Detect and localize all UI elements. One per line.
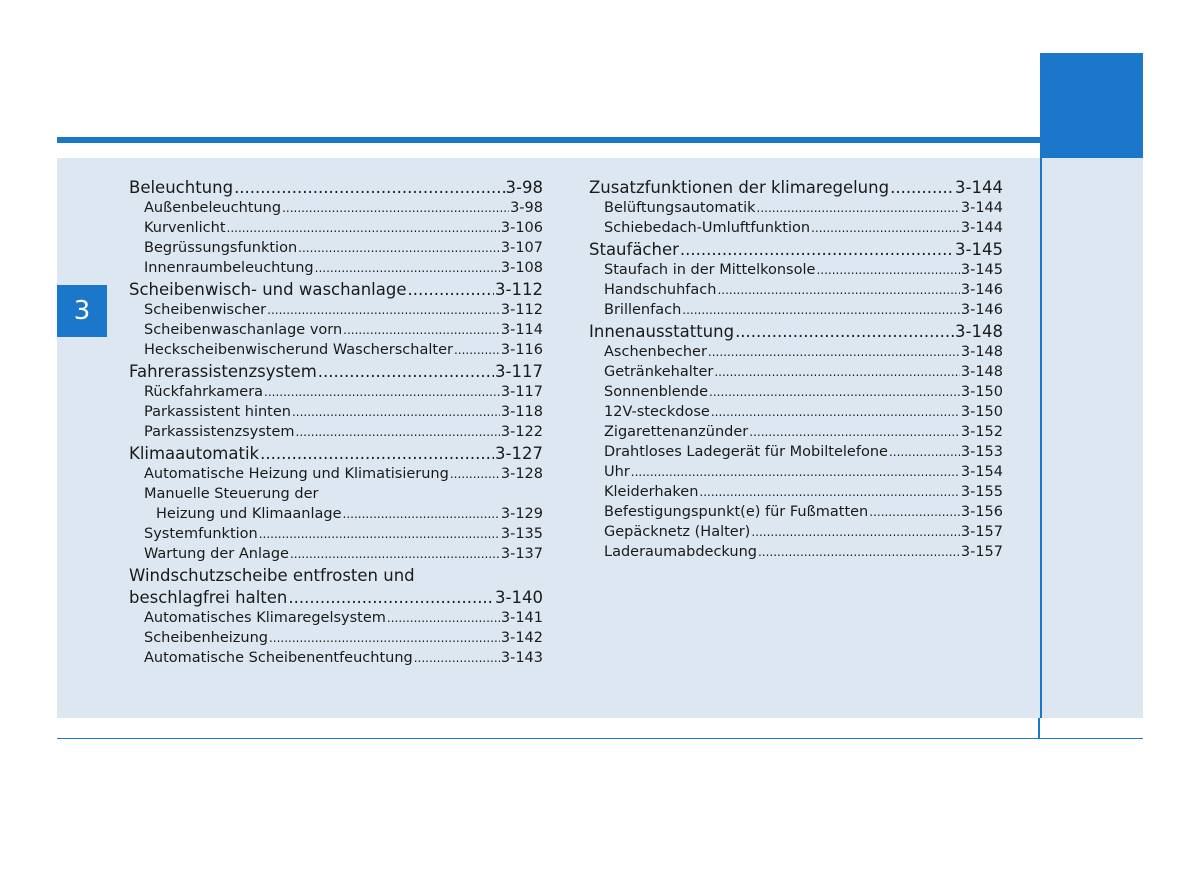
toc-entry-sonnenblende[interactable] [589, 382, 1003, 402]
chapter-corner-block [1040, 53, 1143, 158]
toc-leader [869, 502, 960, 522]
toc-page: 3-117 [495, 362, 543, 381]
toc-leader [343, 320, 500, 340]
toc-leader [450, 464, 500, 484]
toc-page: 3-98 [510, 200, 543, 216]
toc-entry-kleiderhaken[interactable] [589, 482, 1003, 502]
toc-page: 3-129 [500, 506, 543, 522]
toc-leader [631, 462, 960, 482]
toc-page: 3-112 [495, 280, 543, 299]
toc-entry-auto-heizung[interactable] [129, 464, 543, 484]
toc-label: Automatische Heizung und Klimatisierung [144, 466, 449, 482]
toc-entry-manuelle[interactable] [129, 504, 543, 524]
toc-page: 3-148 [955, 322, 1003, 341]
toc-entry-aussenbeleuchtung[interactable] [129, 198, 543, 218]
toc-label: Innenausstattung [589, 322, 735, 341]
toc-label: Handschuhfach [604, 282, 717, 298]
toc-entry-heckscheibe[interactable] [129, 340, 543, 360]
toc-label: Kleiderhaken [604, 484, 699, 500]
toc-page: 3-98 [505, 178, 543, 197]
toc-leader [288, 587, 494, 608]
toc-label: Scheibenwischer [144, 302, 267, 318]
toc-entry-steckdose[interactable] [589, 402, 1003, 422]
toc-leader [708, 342, 960, 362]
toc-entry-innenausstattung[interactable] [589, 321, 1003, 342]
toc-leader [757, 198, 960, 218]
toc-label: Staufächer [589, 240, 679, 259]
toc-label: Belüftungsautomatik [604, 200, 756, 216]
toc-page: 3-106 [500, 220, 543, 236]
toc-label: Scheibenwaschanlage vorn [144, 322, 343, 338]
toc-leader [260, 443, 494, 464]
toc-leader [816, 260, 959, 280]
toc-leader [296, 422, 500, 442]
toc-label: Sonnenblende [604, 384, 709, 400]
toc-leader [811, 218, 960, 238]
toc-page: 3-141 [500, 610, 543, 626]
toc-entry-kurvenlicht[interactable] [129, 218, 543, 238]
toc-page: 3-144 [960, 220, 1003, 236]
toc-entry-belueftung[interactable] [589, 198, 1003, 218]
toc-entry-scheibenwischer[interactable] [129, 300, 543, 320]
toc-leader [227, 218, 500, 238]
toc-label: Gepäcknetz (Halter) [604, 524, 751, 540]
toc-entry-scheibenentfeuchtung[interactable] [129, 648, 543, 668]
toc-entry-scheibenheizung[interactable] [129, 628, 543, 648]
toc-leader [264, 382, 500, 402]
toc-label: Heckscheibenwischerund Wascherschalter [144, 342, 453, 358]
toc-label: Schiebedach-Umluftfunktion [604, 220, 811, 236]
toc-page: 3-128 [500, 466, 543, 482]
toc-page: 3-146 [960, 302, 1003, 318]
toc-leader [318, 361, 494, 382]
toc-page: 3-144 [955, 178, 1003, 197]
toc-page: 3-146 [960, 282, 1003, 298]
toc-label: Parkassistent hinten [144, 404, 291, 420]
toc-page: 3-112 [500, 302, 543, 318]
toc-entry-beleuchtung[interactable] [129, 177, 543, 198]
toc-leader [298, 238, 500, 258]
toc-leader [735, 321, 954, 342]
toc-entry-auto-klimaregel[interactable] [129, 608, 543, 628]
toc-page: 3-143 [500, 650, 543, 666]
toc-label: Heizung und Klimaanlage [156, 506, 342, 522]
toc-page: 3-122 [500, 424, 543, 440]
toc-label: Fahrerassistenzsystem [129, 362, 317, 381]
toc-page: 3-127 [495, 444, 543, 463]
toc-label: Begrüssungsfunktion [144, 240, 298, 256]
toc-entry-schiebedach[interactable] [589, 218, 1003, 238]
toc-leader [890, 177, 954, 198]
toc-leader [751, 522, 960, 542]
toc-page: 3-150 [960, 404, 1003, 420]
toc-page: 3-142 [500, 630, 543, 646]
toc-label: Brillenfach [604, 302, 682, 318]
toc-entry-ladegeraet[interactable] [589, 442, 1003, 462]
toc-leader [343, 504, 500, 524]
toc-leader [711, 402, 960, 422]
toc-entry-parkassistenzsystem[interactable] [129, 422, 543, 442]
toc-entry-mittelkonsole[interactable] [589, 260, 1003, 280]
toc-page: 3-116 [500, 342, 543, 358]
toc-label: Aschenbecher [604, 344, 707, 360]
toc-entry-zusatzfunktionen[interactable] [589, 177, 1003, 198]
toc-label: Scheibenheizung [144, 630, 268, 646]
toc-label: Klimaautomatik [129, 444, 260, 463]
toc-label: Außenbeleuchtung [144, 200, 282, 216]
toc-page: 3-114 [500, 322, 543, 338]
toc-right-column [589, 176, 1003, 562]
toc-entry-windschutz-line1[interactable]: Windschutzscheibe entfrosten und [129, 566, 415, 585]
toc-entry-windschutz[interactable] [129, 587, 543, 608]
toc-entry-zigarettenanzuender[interactable] [589, 422, 1003, 442]
toc-entry-brillenfach[interactable] [589, 300, 1003, 320]
toc-label: Wartung der Anlage [144, 546, 289, 562]
toc-page: 3-145 [960, 262, 1003, 278]
toc-entry-systemfunktion[interactable] [129, 524, 543, 544]
toc-page: 3-140 [495, 588, 543, 607]
toc-page: 3-153 [960, 444, 1003, 460]
toc-leader [407, 279, 494, 300]
chapter-tab[interactable]: 3 [57, 285, 107, 337]
toc-label: Zusatzfunktionen der klimaregelung [589, 178, 890, 197]
toc-entry-fahrerassistenz[interactable] [129, 361, 543, 382]
toc-leader [387, 608, 500, 628]
toc-entry-scheibenwisch[interactable] [129, 279, 543, 300]
toc-page: 3-144 [960, 200, 1003, 216]
toc-entry-begruessung[interactable] [129, 238, 543, 258]
toc-page: 3-155 [960, 484, 1003, 500]
toc-label: Beleuchtung [129, 178, 234, 197]
toc-page: 3-150 [960, 384, 1003, 400]
toc-page: 3-157 [960, 544, 1003, 560]
toc-page: 3-117 [500, 384, 543, 400]
toc-entry-uhr[interactable] [589, 462, 1003, 482]
toc-leader [282, 198, 509, 218]
toc-leader [699, 482, 959, 502]
toc-entry-wartung[interactable] [129, 544, 543, 564]
toc-entry-parkassistent[interactable] [129, 402, 543, 422]
toc-page: 3-137 [500, 546, 543, 562]
toc-leader [315, 258, 500, 278]
toc-leader [269, 628, 500, 648]
toc-label: Zigarettenanzünder [604, 424, 749, 440]
toc-leader [454, 340, 500, 360]
toc-page: 3-145 [955, 240, 1003, 259]
toc-page: 3-118 [500, 404, 543, 420]
toc-label: Parkassistenzsystem [144, 424, 295, 440]
toc-leader [259, 524, 500, 544]
toc-label: Laderaumabdeckung [604, 544, 757, 560]
toc-label: Automatische Scheibenentfeuchtung [144, 650, 413, 666]
toc-page: 3-108 [500, 260, 543, 276]
toc-leader [749, 422, 960, 442]
toc-entry-waschanlage-vorn[interactable] [129, 320, 543, 340]
toc-leader [682, 300, 960, 320]
toc-entry-getraenkehalter[interactable] [589, 362, 1003, 382]
toc-page: 3-148 [960, 344, 1003, 360]
toc-label: Rückfahrkamera [144, 384, 264, 400]
toc-leader [680, 239, 954, 260]
toc-leader [292, 402, 500, 422]
toc-page: 3-157 [960, 524, 1003, 540]
toc-entry-aschenbecher[interactable] [589, 342, 1003, 362]
toc-page: 3-135 [500, 526, 543, 542]
side-rule [1038, 718, 1040, 738]
toc-label: Drahtloses Ladegerät für Mobiltelefone [604, 444, 888, 460]
toc-leader [234, 177, 504, 198]
toc-page: 3-156 [960, 504, 1003, 520]
toc-label: Uhr [604, 464, 630, 480]
toc-entry-manuelle-line1[interactable]: Manuelle Steuerung der [144, 486, 319, 502]
footer-rule [57, 738, 1143, 739]
toc-entry-klimaautomatik[interactable] [129, 443, 543, 464]
toc-leader [758, 542, 960, 562]
toc-leader [717, 280, 959, 300]
toc-label: 12V-steckdose [604, 404, 710, 420]
toc-label: beschlagfrei halten [129, 588, 288, 607]
toc-label: Kurvenlicht [144, 220, 226, 236]
toc-leader [267, 300, 500, 320]
toc-leader [414, 648, 500, 668]
toc-label: Befestigungspunkt(e) für Fußmatten [604, 504, 869, 520]
toc-label: Automatisches Klimaregelsystem [144, 610, 386, 626]
toc-leader [290, 544, 500, 564]
toc-page: 3-148 [960, 364, 1003, 380]
toc-label: Staufach in der Mittelkonsole [604, 262, 816, 278]
toc-entry-handschuhfach[interactable] [589, 280, 1003, 300]
toc-label: Scheibenwisch- und waschanlage [129, 280, 407, 299]
toc-leader [889, 442, 960, 462]
toc-page: 3-154 [960, 464, 1003, 480]
toc-leader [709, 382, 960, 402]
toc-entry-rueckfahrkamera[interactable] [129, 382, 543, 402]
toc-label: Getränkehalter [604, 364, 714, 380]
toc-left-column [129, 176, 543, 668]
toc-entry-gepaecknetz[interactable] [589, 522, 1003, 542]
header-rule [57, 137, 1040, 143]
toc-entry-innenraum[interactable] [129, 258, 543, 278]
toc-entry-laderaum[interactable] [589, 542, 1003, 562]
toc-entry-befestigung[interactable] [589, 502, 1003, 522]
side-panel [1040, 158, 1143, 718]
toc-leader [714, 362, 960, 382]
toc-entry-staufaecher[interactable] [589, 239, 1003, 260]
toc-page: 3-107 [500, 240, 543, 256]
toc-label: Innenraumbeleuchtung [144, 260, 314, 276]
toc-label: Systemfunktion [144, 526, 258, 542]
toc-page: 3-152 [960, 424, 1003, 440]
